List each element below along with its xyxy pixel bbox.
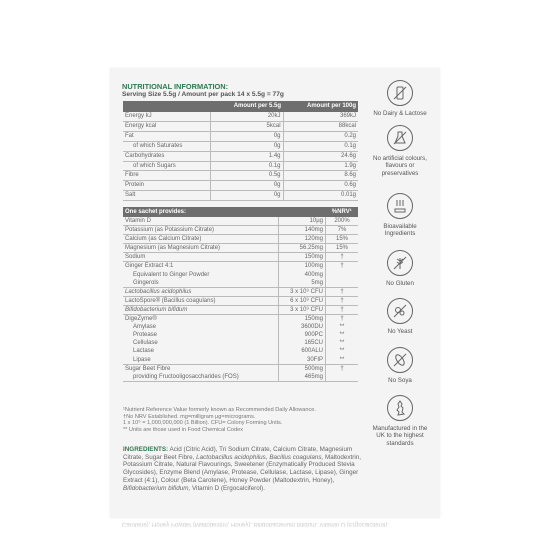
ingredients-text: Acid (Citric Acid), Tri Sodium Citrate, Calcium Citrate, Magnesium Citrate, Sugar Beet Fibre, bbox=[123, 446, 353, 461]
amount-per-100g: 8.6g bbox=[283, 171, 358, 181]
badge-no-dairy bbox=[370, 80, 430, 117]
nrv-value: † bbox=[326, 287, 359, 296]
badge-no-soya bbox=[370, 347, 430, 384]
no-soya-icon bbox=[387, 347, 413, 373]
ingredient-name: Cellulase bbox=[123, 339, 279, 347]
col-per-100g: Amount per 100g bbox=[283, 101, 358, 112]
ingredient-name: Bifidobacterium bifidum bbox=[123, 305, 279, 314]
nrv-value: † bbox=[340, 263, 344, 270]
ingredient-amount: 465mg bbox=[279, 373, 326, 382]
nutrient-name: Salt bbox=[123, 191, 210, 201]
footnote-line: †No NRV Established. mg=milligram µg=micrograms. bbox=[123, 413, 256, 420]
nrv-value: ** bbox=[339, 324, 345, 331]
sachet-row bbox=[123, 262, 358, 271]
amount-per-100g: 1.9g bbox=[283, 161, 358, 171]
nutrition-row bbox=[123, 131, 358, 141]
ingredient-name: DigeZyme® bbox=[123, 315, 279, 324]
nutrient-name: Energy kcal bbox=[123, 121, 210, 131]
sachet-row bbox=[123, 287, 358, 296]
amount-per-100g: 0.2g bbox=[283, 131, 358, 141]
sachet-row bbox=[123, 271, 358, 279]
nrv-value: † bbox=[326, 253, 359, 262]
nutrition-table bbox=[123, 101, 358, 201]
nutrition-row bbox=[123, 121, 358, 131]
surface-reflection bbox=[110, 518, 440, 550]
amount-per-100g: 88kcal bbox=[283, 121, 358, 131]
sachet-row bbox=[123, 364, 358, 373]
footnote-line: ** Units are those used in Food Chemical Codex bbox=[123, 426, 244, 433]
reflection-text: Carotene), Honey Powder (Maltodextrin, Honey), Bifidobacterium bifidum, Vitamin D (Ergocalciferol). bbox=[122, 521, 389, 527]
nrv-header: %NRV¹ bbox=[326, 207, 359, 217]
sachet-row bbox=[123, 235, 358, 244]
amount-per-100g: 0.6g bbox=[283, 181, 358, 191]
sachet-row bbox=[123, 356, 358, 365]
serving-size: Serving Size 5.5g / Amount per pack 14 x 5.5g = 77g bbox=[122, 91, 284, 98]
nutrient-name: of which Sugars bbox=[123, 161, 210, 171]
bioavailable-icon bbox=[387, 193, 413, 219]
nrv-value: † bbox=[340, 316, 344, 323]
amount-per-100g: 0.1g bbox=[283, 141, 358, 151]
ingredient-name: Sodium bbox=[123, 253, 279, 262]
nrv-value: 200% bbox=[326, 217, 359, 226]
ingredient-amount: 6 x 10⁹ CFU bbox=[279, 296, 326, 305]
nutrition-row bbox=[123, 141, 358, 151]
amount-per-serving: 0g bbox=[210, 181, 283, 191]
badge-uk-manufactured bbox=[370, 395, 430, 447]
sachet-row bbox=[123, 253, 358, 262]
ingredient-amount: 3 x 10⁹ CFU bbox=[279, 305, 326, 314]
footnotes bbox=[123, 407, 363, 433]
no-dairy-icon bbox=[387, 80, 413, 106]
amount-per-100g: 0.01g bbox=[283, 191, 358, 201]
sachet-row bbox=[123, 279, 358, 288]
ingredient-amount: 5mg bbox=[279, 279, 326, 288]
nutrition-title: NUTRITIONAL INFORMATION: bbox=[122, 82, 229, 91]
ingredient-name: Magnesium (as Magnesium Citrate) bbox=[123, 244, 279, 253]
amount-per-serving: 0.5g bbox=[210, 171, 283, 181]
nutrient-name: Fat bbox=[123, 131, 210, 141]
nutrient-name: Energy kJ bbox=[123, 112, 210, 121]
nrv-value: † bbox=[326, 296, 359, 305]
ingredient-name: Lactobacillus acidophilus bbox=[123, 287, 279, 296]
nutrient-name: Carbohydrates bbox=[123, 151, 210, 161]
nutrition-row bbox=[123, 112, 358, 121]
badge-label: No Dairy & Lactose bbox=[373, 110, 427, 117]
ingredients-text: Lactobacillus acidophilus, Bacillus coagulans, bbox=[196, 453, 324, 461]
ingredient-amount: 100mg bbox=[279, 262, 326, 271]
ingredient-name: Potassium (as Potassium Citrate) bbox=[123, 226, 279, 235]
uk-manufactured-icon bbox=[387, 395, 413, 421]
badge-no-artificial bbox=[370, 125, 430, 177]
nutrition-header bbox=[123, 101, 358, 112]
nrv-value bbox=[326, 279, 359, 288]
ingredients-text: Bifidobacterium bifidum, bbox=[123, 484, 191, 492]
ingredient-amount: 400mg bbox=[279, 271, 326, 279]
amount-per-100g: 24.6g bbox=[283, 151, 358, 161]
sachet-row bbox=[123, 347, 358, 355]
badge-no-yeast bbox=[370, 298, 430, 335]
ingredient-amount: 140mg bbox=[279, 226, 326, 235]
sachet-row bbox=[123, 217, 358, 226]
amount-per-serving: 5kcal bbox=[210, 121, 283, 131]
badge-label: Bioavailable Ingredients bbox=[383, 223, 417, 238]
nutrient-name: Fibre bbox=[123, 171, 210, 181]
nutrient-name: Protein bbox=[123, 181, 210, 191]
ingredient-name: Gingerols bbox=[123, 279, 279, 288]
sachet-row bbox=[123, 226, 358, 235]
nutrition-row bbox=[123, 171, 358, 181]
ingredient-amount: 500mg bbox=[279, 364, 326, 373]
ingredient-name: Amylase bbox=[123, 323, 279, 331]
nrv-value: ** bbox=[326, 356, 359, 365]
sachet-row bbox=[123, 331, 358, 339]
ingredient-amount: 150mg bbox=[279, 253, 326, 262]
sachet-header-label: One sachet provides: bbox=[123, 207, 326, 217]
ingredients-label: INGREDIENTS: bbox=[123, 446, 169, 453]
sachet-row bbox=[123, 339, 358, 347]
nutrient-name: of which Saturates bbox=[123, 141, 210, 151]
sachet-row bbox=[123, 315, 358, 324]
ingredient-name: Ginger Extract 4:1 bbox=[123, 262, 279, 271]
ingredient-name: Lactase bbox=[123, 347, 279, 355]
ingredient-amount: 900PC bbox=[279, 331, 326, 339]
nrv-value: 15% bbox=[326, 244, 359, 253]
ingredient-name: LactoSpore® (Bacillus coagulans) bbox=[123, 296, 279, 305]
nrv-value bbox=[326, 271, 359, 279]
ingredient-name: providing Fructooligosaccharides (FOS) bbox=[123, 373, 279, 382]
ingredient-amount: 150mg bbox=[279, 315, 326, 324]
ingredient-amount: 10µg bbox=[279, 217, 326, 226]
col-per-serving: Amount per 5.5g bbox=[210, 101, 283, 112]
ingredients bbox=[123, 446, 363, 492]
badge-label: No Soya bbox=[388, 377, 412, 384]
ingredient-name: Calcium (as Calcium Citrate) bbox=[123, 235, 279, 244]
nrv-value bbox=[326, 373, 359, 382]
ingredient-amount: 3600DU bbox=[279, 323, 326, 331]
nutrition-row bbox=[123, 151, 358, 161]
ingredient-name: Equivalent to Ginger Powder bbox=[123, 271, 279, 279]
nrv-value: ** bbox=[339, 340, 345, 347]
ingredient-name: Vitamin D bbox=[123, 217, 279, 226]
amount-per-serving: 1.4g bbox=[210, 151, 283, 161]
ingredient-amount: 165CU bbox=[279, 339, 326, 347]
no-artificial-icon bbox=[387, 125, 413, 151]
nrv-value: ** bbox=[339, 348, 345, 355]
no-gluten-icon bbox=[387, 250, 413, 276]
ingredient-name: Protease bbox=[123, 331, 279, 339]
amount-per-serving: 20kJ bbox=[210, 112, 283, 121]
amount-per-serving: 0.1g bbox=[210, 161, 283, 171]
ingredient-amount: 3 x 10⁹ CFU bbox=[279, 287, 326, 296]
nutrition-row bbox=[123, 181, 358, 191]
nrv-value: 15% bbox=[326, 235, 359, 244]
footnote-line: ¹Nutrient Reference Value formerly known as Recommended Daily Allowance. bbox=[123, 407, 316, 413]
amount-per-serving: 0g bbox=[210, 141, 283, 151]
ingredient-amount: 120mg bbox=[279, 235, 326, 244]
badge-bioavailable bbox=[370, 193, 430, 238]
sachet-row bbox=[123, 244, 358, 253]
badge-label: No Gluten bbox=[386, 280, 414, 287]
ingredient-amount: 56.25mg bbox=[279, 244, 326, 253]
ingredient-name: Sugar Beet Fibre bbox=[123, 364, 279, 373]
amount-per-serving: 0g bbox=[210, 131, 283, 141]
sachet-row bbox=[123, 323, 358, 331]
sachet-table bbox=[123, 207, 358, 382]
badge-label: No Yeast bbox=[387, 328, 413, 335]
ingredient-amount: 600ALU bbox=[279, 347, 326, 355]
nrv-value: † bbox=[326, 305, 359, 314]
nutrition-row bbox=[123, 191, 358, 201]
nrv-value: 7% bbox=[326, 226, 359, 235]
sachet-header bbox=[123, 207, 358, 217]
ingredients-text: Maltodextrin, Potassium Citrate, Natural Flavourings, Sweetener (Enzymatically Produced Stevia Glycosides), Enzyme Blend (Amylase, Protease, Cellulase, Lactase, Lipase), Ginger Extract (4:1), Colour (Beta Carotene), Honey Powder (Maltodextrin, Honey), bbox=[123, 453, 362, 484]
sachet-row bbox=[123, 373, 358, 382]
sachet-row bbox=[123, 305, 358, 314]
amount-per-100g: 369kJ bbox=[283, 112, 358, 121]
nutrition-row bbox=[123, 161, 358, 171]
ingredient-name: Lipase bbox=[123, 356, 279, 365]
amount-per-serving: 0g bbox=[210, 191, 283, 201]
sachet-row bbox=[123, 296, 358, 305]
badge-no-gluten bbox=[370, 250, 430, 287]
ingredients-text: Vitamin D (Ergocalciferol). bbox=[190, 484, 265, 492]
footnote-line: 1 x 10⁹ = 1,000,000,000 (1 Billion). CFU= Colony Forming Units. bbox=[123, 420, 283, 427]
badge-label: Manufactured in the UK to the highest standards bbox=[372, 425, 428, 447]
nrv-value: † bbox=[340, 365, 344, 372]
nrv-value: ** bbox=[339, 332, 345, 339]
no-yeast-icon bbox=[387, 298, 413, 324]
ingredient-amount: 30FIP bbox=[279, 356, 326, 365]
badge-label: No artificial colours, flavours or preservatives bbox=[373, 155, 427, 177]
